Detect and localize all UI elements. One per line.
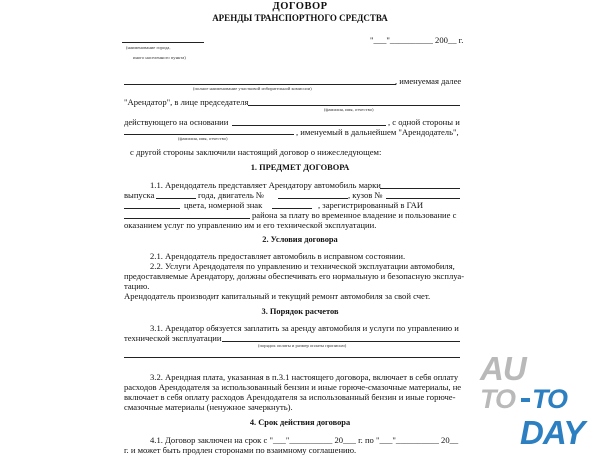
city-hint-2: иного населенного пункта) <box>133 55 186 60</box>
org-line <box>124 84 396 85</box>
doc-subtitle: АРЕНДЫ ТРАНСПОРТНОГО СРЕДСТВА <box>212 13 388 23</box>
s3-p2c: включает в себя оплату расходов Арендодателя за использованный бензин и иные горюче- <box>124 392 456 402</box>
s1-year-line <box>156 198 196 199</box>
fio-hint-2: (фамилия, имя, отчество) <box>178 136 228 141</box>
s4-p1: 4.1. Договор заключен на срок с "___"__________ 20___ г. по "___"__________ 20__ <box>150 435 459 445</box>
s1-district-line <box>124 218 250 219</box>
s1-l4: района за плату во временное владение и пользование с <box>252 210 457 220</box>
acting-basis: действующего на основании <box>124 117 229 127</box>
lessor-line <box>124 134 294 135</box>
named-below: , именуемая далее <box>395 76 462 86</box>
s3-p1a: 3.1. Арендатор обязуется заплатить за аренду автомобиля и услуги по управлению и <box>150 323 459 333</box>
city-hint-1: (наименование города, <box>126 45 171 50</box>
s3-p2b: расходов Арендодателя за использованный бензин и иные горюче-смазочные материалы, не <box>124 382 462 392</box>
s1-l3a: цвета, номерной знак <box>184 200 263 210</box>
watermark-to-gray: TO <box>480 384 516 414</box>
s2-p1: 2.1. Арендодатель предоставляет автомобиль в исправном состоянии. <box>150 251 406 261</box>
s1-l2b: года, двигатель № <box>198 190 265 200</box>
date-line: "___"__________ 200__ г. <box>370 35 464 45</box>
s1-brand-line <box>380 188 460 189</box>
section-4-title: 4. Срок действия договора <box>249 418 351 427</box>
s1-plate-line <box>272 208 312 209</box>
section-3-title: 3. Порядок расчетов <box>261 307 339 316</box>
s3-p2d: смазочные материалы (ненужное зачеркнуть). <box>124 402 293 412</box>
named-lessor: , именуемый в дальнейшем "Арендодатель", <box>296 127 459 137</box>
one-side: , с одной стороны и <box>388 117 460 127</box>
s3-pay-line-1 <box>222 341 460 342</box>
watermark-day: DAY <box>520 414 585 451</box>
s2-p2b: предоставляемые Арендатору, должны обеспечивать его нормальную и безопасную эксплуа- <box>124 271 465 281</box>
s1-l2a: выпуска <box>124 190 155 200</box>
basis-line <box>232 125 386 126</box>
s1-l5: оказанием услуг по управлению им и его технической эксплуатации. <box>124 220 377 230</box>
s1-engine-line <box>278 198 348 199</box>
s4-p2: г. и может быть продлен сторонами по взаимному соглашению. <box>124 445 357 455</box>
s3-p2a: 3.2. Арендная плата, указанная в п.3.1 настоящего договора, включает в себя оплату <box>150 372 459 382</box>
fio-hint: (фамилия, имя, отчество) <box>324 107 374 112</box>
s3-hint: (порядок оплаты и размер оплаты прописью) <box>258 343 347 348</box>
arendator-intro: "Арендатор", в лице председателя <box>124 97 249 107</box>
section-2-title: 2. Условия договора <box>262 235 338 244</box>
s1-l3b: , зарегистрированный в ГАИ <box>318 200 424 210</box>
watermark-dash <box>521 398 530 402</box>
org-hint: (полное наименование участковой избирательной комиссии) <box>193 86 312 91</box>
watermark-to-blue: TO <box>532 384 568 414</box>
section-1-title: 1. ПРЕДМЕТ ДОГОВОРА <box>250 163 350 172</box>
s1-color-line <box>124 208 180 209</box>
watermark-au: AU <box>480 350 526 387</box>
s1-l2c: , кузов № <box>348 190 383 200</box>
city-line <box>122 42 204 43</box>
s3-p1b: технической эксплуатации <box>124 333 222 343</box>
s1-p1: 1.1. Арендодатель представляет Арендатору автомобиль марки <box>150 180 381 190</box>
fio-line <box>248 105 460 106</box>
s3-pay-line-2 <box>124 357 460 358</box>
s2-p3: Арендодатель производит капитальный и текущий ремонт автомобиля за свой счет. <box>124 291 431 301</box>
other-side: с другой стороны заключили настоящий договор о нижеследующем: <box>130 147 382 157</box>
doc-title: ДОГОВОР <box>272 1 328 12</box>
s1-body-line <box>386 198 460 199</box>
s2-p2c: тацию. <box>124 281 150 291</box>
s2-p2a: 2.2. Услуги Арендодателя по управлению и технической эксплуатации автомобиля, <box>150 261 455 271</box>
